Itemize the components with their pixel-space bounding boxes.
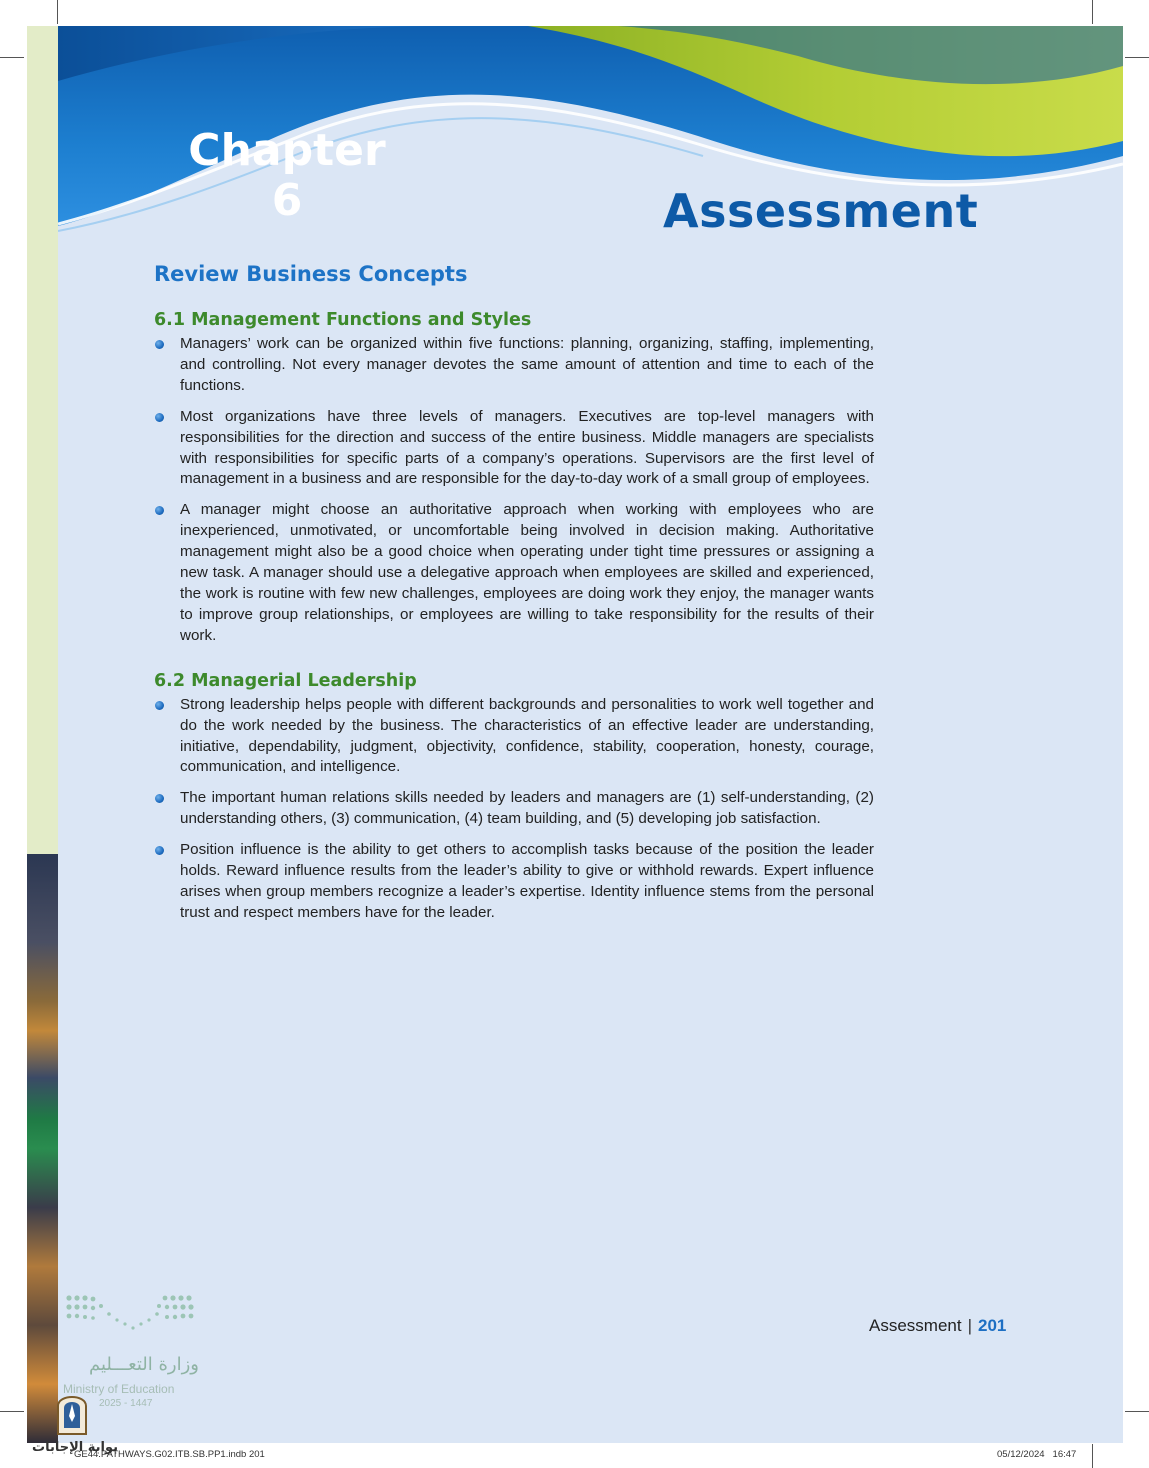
watermark-text: بوابة الإجابات xyxy=(32,1440,118,1455)
print-time: 16:47 xyxy=(1052,1449,1077,1460)
chapter-word: Chapter xyxy=(188,125,386,176)
bullet-icon xyxy=(155,506,164,515)
ministry-dots-icon xyxy=(63,1290,203,1340)
ministry-year: 2025 - 1447 xyxy=(99,1398,153,1409)
list-item xyxy=(154,334,874,397)
crop-mark xyxy=(1092,0,1093,24)
bullet-icon xyxy=(155,340,164,349)
bullet-list xyxy=(154,695,874,924)
city-photo-strip xyxy=(27,854,58,1443)
ministry-name-arabic: وزارة التعـــليم xyxy=(88,1354,199,1375)
review-heading: Review Business Concepts xyxy=(154,262,468,286)
bullet-icon xyxy=(155,794,164,803)
section-6-1 xyxy=(154,310,874,647)
list-item-text: Strong leadership helps people with different backgrounds and personalities to work well together and do the work needed by the business. The characteristics of an effective leader are understanding, initiative, dependability, judgment, objectivity, confidence, stability, cooperation, honesty, courage, communication, and intelligence. xyxy=(180,695,874,776)
section-6-2 xyxy=(154,671,874,924)
bullet-list xyxy=(154,334,874,647)
crop-mark xyxy=(0,1411,24,1412)
page-title: Assessment xyxy=(663,184,979,238)
list-item xyxy=(154,788,874,830)
list-item xyxy=(154,500,874,646)
print-date: 05/12/2024 xyxy=(997,1449,1045,1460)
chapter-number: 6 xyxy=(271,175,303,226)
print-file-info: GE44.PATHWAYS.G02.ITB.SB.PP1.indb 201 xyxy=(74,1449,265,1460)
main-content xyxy=(154,262,874,948)
watermark-badge-icon xyxy=(54,1386,90,1436)
list-item-text: Most organizations have three levels of managers. Executives are top-level managers with responsibilities for the direction and success of the entire business. Middle managers are specialists with responsibilities for specific parts of a company’s operations. Supervisors are the first level of management in a business and are responsible for the day-to-day work of a small group of employees. xyxy=(180,407,874,488)
crop-mark xyxy=(1092,1444,1093,1468)
bullet-icon xyxy=(155,846,164,855)
footer-section-label: Assessment xyxy=(869,1316,962,1335)
ministry-name-english: Ministry of Education xyxy=(63,1382,175,1396)
footer-separator: | xyxy=(967,1316,973,1335)
side-color-strip xyxy=(27,26,58,854)
print-date-info xyxy=(997,1449,1076,1460)
section-heading: 6.1 Management Functions and Styles xyxy=(154,310,532,330)
page-number-footer xyxy=(869,1316,1006,1336)
list-item-text: The important human relations skills needed by leaders and managers are (1) self-understanding, (2) understanding others, (3) communication, (4) team building, and (5) developing job satisfaction. xyxy=(180,789,874,828)
crop-mark xyxy=(57,0,58,24)
list-item xyxy=(154,407,874,491)
ministry-logo xyxy=(63,1290,243,1420)
crop-mark xyxy=(0,57,24,58)
list-item xyxy=(154,695,874,779)
bullet-icon xyxy=(155,413,164,422)
textbook-page xyxy=(27,26,1123,1443)
crop-mark xyxy=(1125,1411,1149,1412)
list-item-text: Position influence is the ability to get others to accomplish tasks because of the position the leader holds. Reward influence results from the leader’s ability to give or withhold rewards. Expert influence arises when group members recognize a leader’s expertise. Identity influence stems from the personal trust and respect members have for the leader. xyxy=(180,841,874,921)
list-item-text: A manager might choose an authoritative approach when working with employees who are inexperienced, unmotivated, or uncomfortable being involved in decision making. Authoritative management might also be a good choice when operating under tight time pressures or assigning a new task. A manager should use a delegative approach when employees are skilled and experienced, the work is routine with few new challenges, employees are doing work they enjoy, the manager wants to improve group relationships, or employees are willing to take responsibility for the results of their work. xyxy=(180,501,874,644)
page-number: 201 xyxy=(978,1316,1007,1335)
crop-mark xyxy=(1125,57,1149,58)
list-item xyxy=(154,840,874,924)
section-heading: 6.2 Managerial Leadership xyxy=(154,670,417,691)
list-item-text: Managers’ work can be organized within five functions: planning, organizing, staffing, implementing, and controlling. Not every manager devotes the same amount of attention and time to each of the functions. xyxy=(180,335,874,394)
bullet-icon xyxy=(155,701,164,710)
chapter-label xyxy=(177,126,397,226)
